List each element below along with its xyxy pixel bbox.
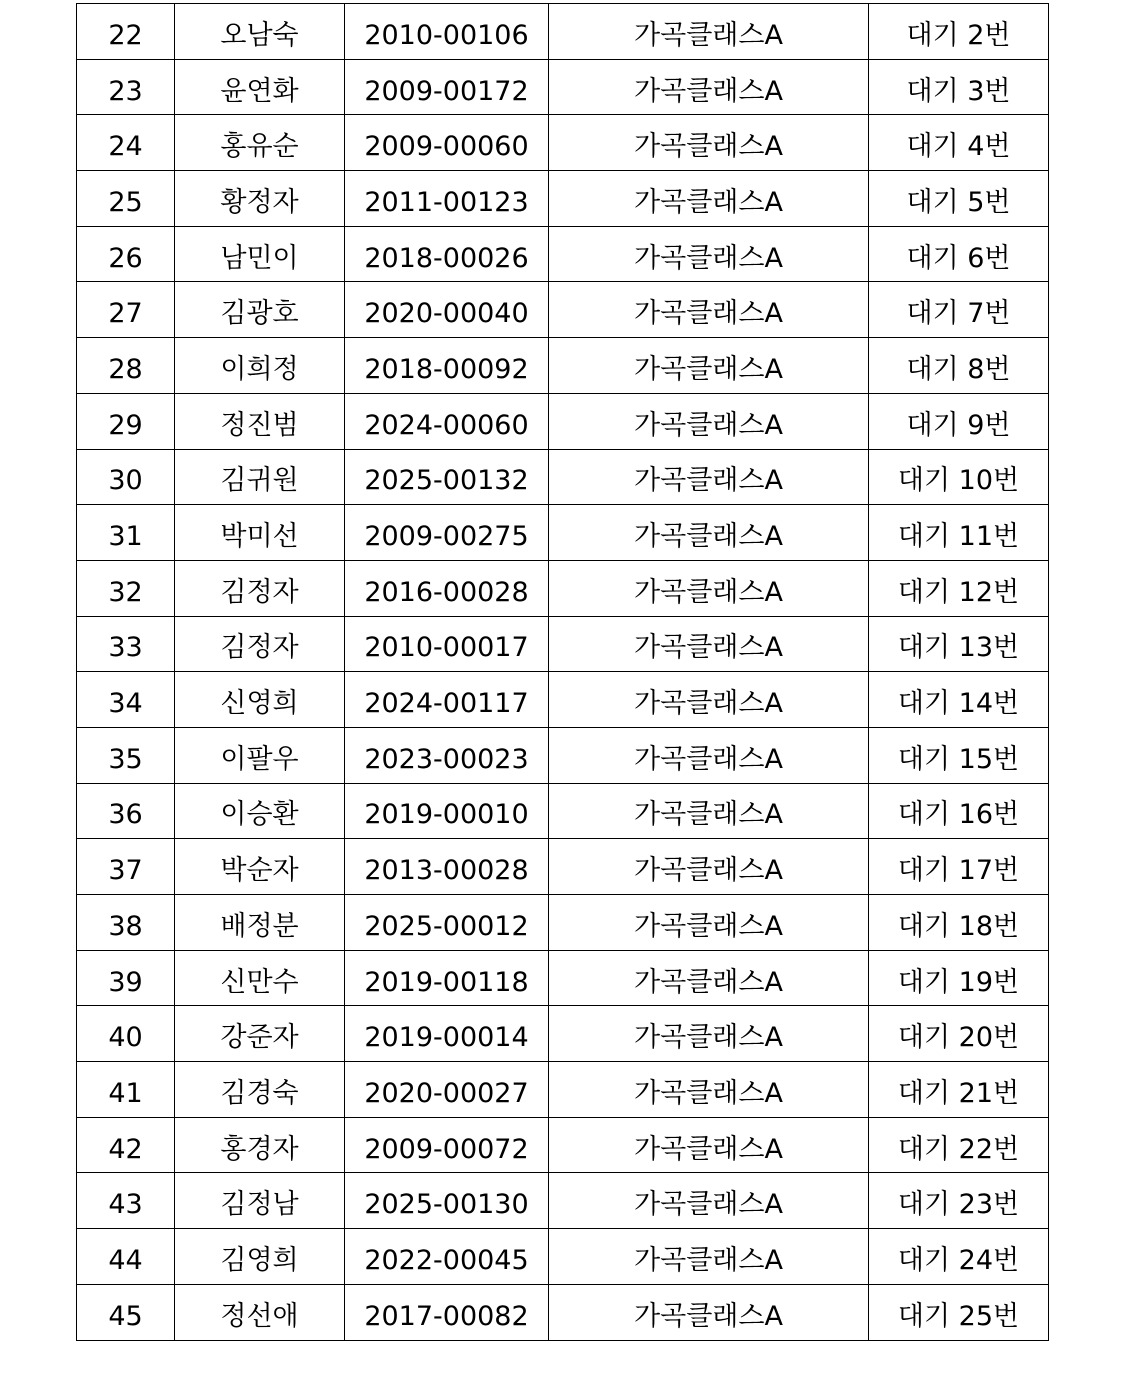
member-id-cell: 2024-00117 <box>345 672 549 728</box>
waitlist-order-cell: 대기 11번 <box>869 505 1049 561</box>
member-id-cell: 2018-00026 <box>345 226 549 282</box>
waitlist-order-cell: 대기 23번 <box>869 1173 1049 1229</box>
table-row <box>77 1173 1049 1229</box>
class-name-cell: 가곡클래스A <box>549 449 869 505</box>
table-row <box>77 505 1049 561</box>
member-id-cell: 2020-00040 <box>345 282 549 338</box>
member-name-cell: 남민이 <box>175 226 345 282</box>
table-row <box>77 1006 1049 1062</box>
member-name-cell: 이팔우 <box>175 727 345 783</box>
waitlist-order-cell: 대기 24번 <box>869 1229 1049 1285</box>
member-id-cell: 2024-00060 <box>345 393 549 449</box>
row-number-cell: 43 <box>77 1173 175 1229</box>
waitlist-order-cell: 대기 9번 <box>869 393 1049 449</box>
waitlist-order-cell: 대기 2번 <box>869 4 1049 60</box>
member-name-cell: 홍경자 <box>175 1117 345 1173</box>
waitlist-order-cell: 대기 5번 <box>869 171 1049 227</box>
waitlist-order-cell: 대기 13번 <box>869 616 1049 672</box>
waitlist-order-cell: 대기 7번 <box>869 282 1049 338</box>
waitlist-order-cell: 대기 4번 <box>869 115 1049 171</box>
waitlist-order-cell: 대기 22번 <box>869 1117 1049 1173</box>
member-name-cell: 황정자 <box>175 171 345 227</box>
class-name-cell: 가곡클래스A <box>549 393 869 449</box>
row-number-cell: 39 <box>77 950 175 1006</box>
class-name-cell: 가곡클래스A <box>549 1284 869 1340</box>
row-number-cell: 24 <box>77 115 175 171</box>
waitlist-order-cell: 대기 3번 <box>869 59 1049 115</box>
class-name-cell: 가곡클래스A <box>549 59 869 115</box>
member-name-cell: 김정남 <box>175 1173 345 1229</box>
class-name-cell: 가곡클래스A <box>549 1173 869 1229</box>
member-name-cell: 오남숙 <box>175 4 345 60</box>
row-number-cell: 26 <box>77 226 175 282</box>
class-name-cell: 가곡클래스A <box>549 226 869 282</box>
member-id-cell: 2025-00130 <box>345 1173 549 1229</box>
table-row <box>77 282 1049 338</box>
member-id-cell: 2022-00045 <box>345 1229 549 1285</box>
member-id-cell: 2019-00010 <box>345 783 549 839</box>
member-id-cell: 2020-00027 <box>345 1062 549 1118</box>
table-row <box>77 115 1049 171</box>
row-number-cell: 32 <box>77 560 175 616</box>
waitlist-order-cell: 대기 21번 <box>869 1062 1049 1118</box>
table-row <box>77 449 1049 505</box>
waitlist-order-cell: 대기 8번 <box>869 338 1049 394</box>
class-name-cell: 가곡클래스A <box>549 338 869 394</box>
member-id-cell: 2013-00028 <box>345 839 549 895</box>
member-name-cell: 김경숙 <box>175 1062 345 1118</box>
member-name-cell: 김광호 <box>175 282 345 338</box>
member-name-cell: 이희정 <box>175 338 345 394</box>
table-row <box>77 171 1049 227</box>
member-id-cell: 2019-00014 <box>345 1006 549 1062</box>
member-id-cell: 2009-00060 <box>345 115 549 171</box>
class-name-cell: 가곡클래스A <box>549 1006 869 1062</box>
row-number-cell: 27 <box>77 282 175 338</box>
member-name-cell: 배정분 <box>175 895 345 951</box>
table-row <box>77 560 1049 616</box>
table-row <box>77 393 1049 449</box>
class-name-cell: 가곡클래스A <box>549 616 869 672</box>
waitlist-order-cell: 대기 10번 <box>869 449 1049 505</box>
class-name-cell: 가곡클래스A <box>549 505 869 561</box>
class-name-cell: 가곡클래스A <box>549 950 869 1006</box>
member-name-cell: 윤연화 <box>175 59 345 115</box>
member-id-cell: 2010-00017 <box>345 616 549 672</box>
row-number-cell: 33 <box>77 616 175 672</box>
waitlist-order-cell: 대기 16번 <box>869 783 1049 839</box>
table-row <box>77 672 1049 728</box>
member-name-cell: 홍유순 <box>175 115 345 171</box>
class-name-cell: 가곡클래스A <box>549 1117 869 1173</box>
member-name-cell: 신영희 <box>175 672 345 728</box>
row-number-cell: 38 <box>77 895 175 951</box>
class-name-cell: 가곡클래스A <box>549 560 869 616</box>
member-name-cell: 박미선 <box>175 505 345 561</box>
table-row <box>77 226 1049 282</box>
member-id-cell: 2018-00092 <box>345 338 549 394</box>
waitlist-order-cell: 대기 14번 <box>869 672 1049 728</box>
class-name-cell: 가곡클래스A <box>549 783 869 839</box>
table-row <box>77 1117 1049 1173</box>
waitlist-order-cell: 대기 20번 <box>869 1006 1049 1062</box>
table-row <box>77 1062 1049 1118</box>
member-name-cell: 신만수 <box>175 950 345 1006</box>
table-row <box>77 616 1049 672</box>
row-number-cell: 44 <box>77 1229 175 1285</box>
row-number-cell: 29 <box>77 393 175 449</box>
table-row <box>77 950 1049 1006</box>
waitlist-order-cell: 대기 17번 <box>869 839 1049 895</box>
row-number-cell: 31 <box>77 505 175 561</box>
member-name-cell: 정진범 <box>175 393 345 449</box>
member-id-cell: 2017-00082 <box>345 1284 549 1340</box>
class-name-cell: 가곡클래스A <box>549 1229 869 1285</box>
waitlist-order-cell: 대기 15번 <box>869 727 1049 783</box>
member-id-cell: 2025-00132 <box>345 449 549 505</box>
waitlist-order-cell: 대기 25번 <box>869 1284 1049 1340</box>
row-number-cell: 36 <box>77 783 175 839</box>
class-name-cell: 가곡클래스A <box>549 727 869 783</box>
table-row <box>77 1284 1049 1340</box>
member-id-cell: 2023-00023 <box>345 727 549 783</box>
member-name-cell: 김정자 <box>175 560 345 616</box>
waitlist-order-cell: 대기 18번 <box>869 895 1049 951</box>
table-row <box>77 895 1049 951</box>
class-name-cell: 가곡클래스A <box>549 171 869 227</box>
member-name-cell: 김영희 <box>175 1229 345 1285</box>
row-number-cell: 22 <box>77 4 175 60</box>
member-id-cell: 2009-00072 <box>345 1117 549 1173</box>
member-name-cell: 박순자 <box>175 839 345 895</box>
waitlist-order-cell: 대기 12번 <box>869 560 1049 616</box>
member-name-cell: 김귀원 <box>175 449 345 505</box>
class-name-cell: 가곡클래스A <box>549 4 869 60</box>
member-name-cell: 강준자 <box>175 1006 345 1062</box>
row-number-cell: 41 <box>77 1062 175 1118</box>
row-number-cell: 34 <box>77 672 175 728</box>
row-number-cell: 45 <box>77 1284 175 1340</box>
member-id-cell: 2025-00012 <box>345 895 549 951</box>
class-name-cell: 가곡클래스A <box>549 895 869 951</box>
table-body <box>77 4 1049 1341</box>
table-row <box>77 839 1049 895</box>
class-name-cell: 가곡클래스A <box>549 115 869 171</box>
row-number-cell: 37 <box>77 839 175 895</box>
class-name-cell: 가곡클래스A <box>549 839 869 895</box>
waitlist-table <box>76 3 1049 1341</box>
row-number-cell: 35 <box>77 727 175 783</box>
table-row <box>77 1229 1049 1285</box>
class-name-cell: 가곡클래스A <box>549 1062 869 1118</box>
member-id-cell: 2010-00106 <box>345 4 549 60</box>
row-number-cell: 42 <box>77 1117 175 1173</box>
member-id-cell: 2011-00123 <box>345 171 549 227</box>
table-row <box>77 4 1049 60</box>
table-row <box>77 783 1049 839</box>
row-number-cell: 25 <box>77 171 175 227</box>
member-id-cell: 2016-00028 <box>345 560 549 616</box>
member-id-cell: 2009-00172 <box>345 59 549 115</box>
member-name-cell: 정선애 <box>175 1284 345 1340</box>
table-row <box>77 59 1049 115</box>
row-number-cell: 40 <box>77 1006 175 1062</box>
member-id-cell: 2009-00275 <box>345 505 549 561</box>
table-row <box>77 338 1049 394</box>
row-number-cell: 28 <box>77 338 175 394</box>
member-name-cell: 김정자 <box>175 616 345 672</box>
member-id-cell: 2019-00118 <box>345 950 549 1006</box>
class-name-cell: 가곡클래스A <box>549 282 869 338</box>
table-row <box>77 727 1049 783</box>
row-number-cell: 23 <box>77 59 175 115</box>
class-name-cell: 가곡클래스A <box>549 672 869 728</box>
waitlist-order-cell: 대기 19번 <box>869 950 1049 1006</box>
waitlist-order-cell: 대기 6번 <box>869 226 1049 282</box>
member-name-cell: 이승환 <box>175 783 345 839</box>
row-number-cell: 30 <box>77 449 175 505</box>
